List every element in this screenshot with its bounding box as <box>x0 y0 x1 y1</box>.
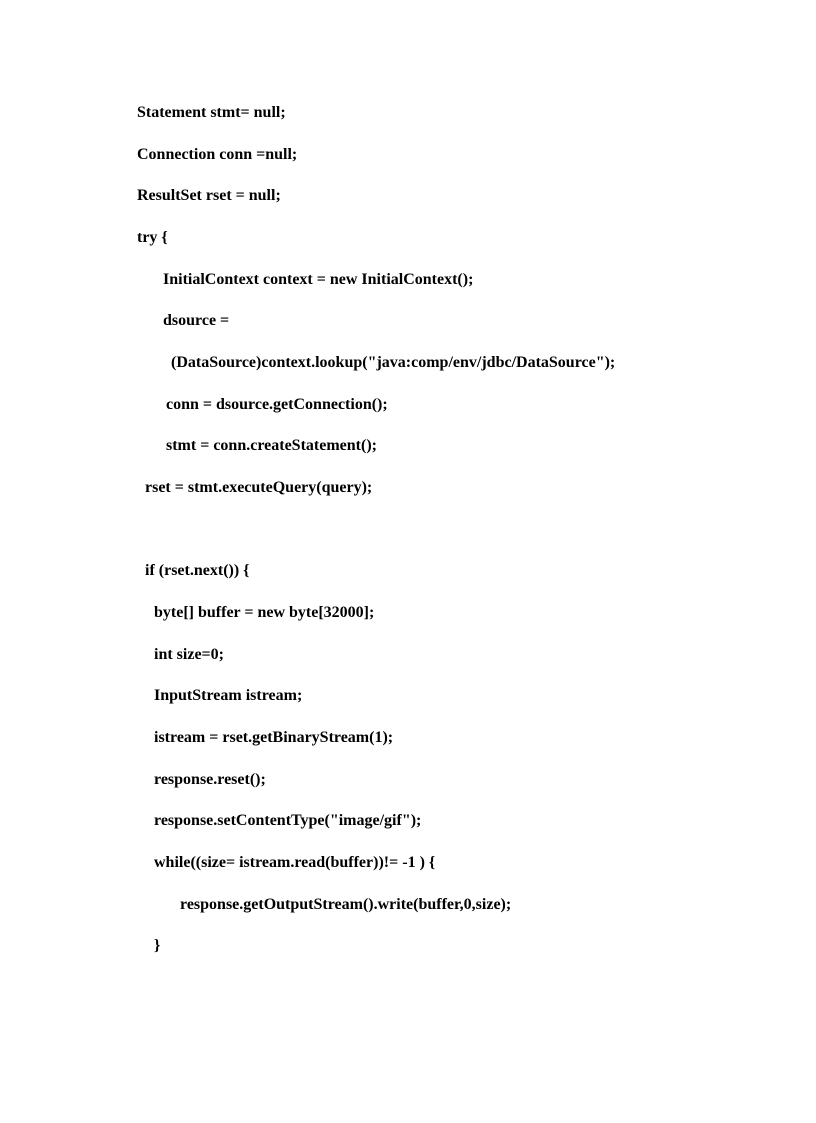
code-line: response.getOutputStream().write(buffer,0,size); <box>180 896 512 913</box>
code-line: rset = stmt.executeQuery(query); <box>145 479 373 496</box>
code-line: Connection conn =null; <box>137 146 298 163</box>
code-line: Statement stmt= null; <box>137 104 286 121</box>
code-line: InputStream istream; <box>154 687 303 704</box>
code-line: byte[] buffer = new byte[32000]; <box>154 604 375 621</box>
code-line: conn = dsource.getConnection(); <box>166 396 388 413</box>
code-line: if (rset.next()) { <box>145 562 250 579</box>
code-line: while((size= istream.read(buffer))!= -1 ) { <box>154 854 436 871</box>
code-line: } <box>154 937 161 954</box>
code-line: int size=0; <box>154 646 224 663</box>
code-line: InitialContext context = new InitialContext(); <box>163 271 474 288</box>
code-line: istream = rset.getBinaryStream(1); <box>154 729 394 746</box>
code-line: ResultSet rset = null; <box>137 187 281 204</box>
code-line: (DataSource)context.lookup("java:comp/env/jdbc/DataSource"); <box>171 354 616 371</box>
code-line: stmt = conn.createStatement(); <box>166 437 377 454</box>
code-line: response.reset(); <box>154 771 266 788</box>
code-line: response.setContentType("image/gif"); <box>154 812 422 829</box>
code-line: try { <box>137 229 168 246</box>
code-line: dsource = <box>163 312 230 329</box>
